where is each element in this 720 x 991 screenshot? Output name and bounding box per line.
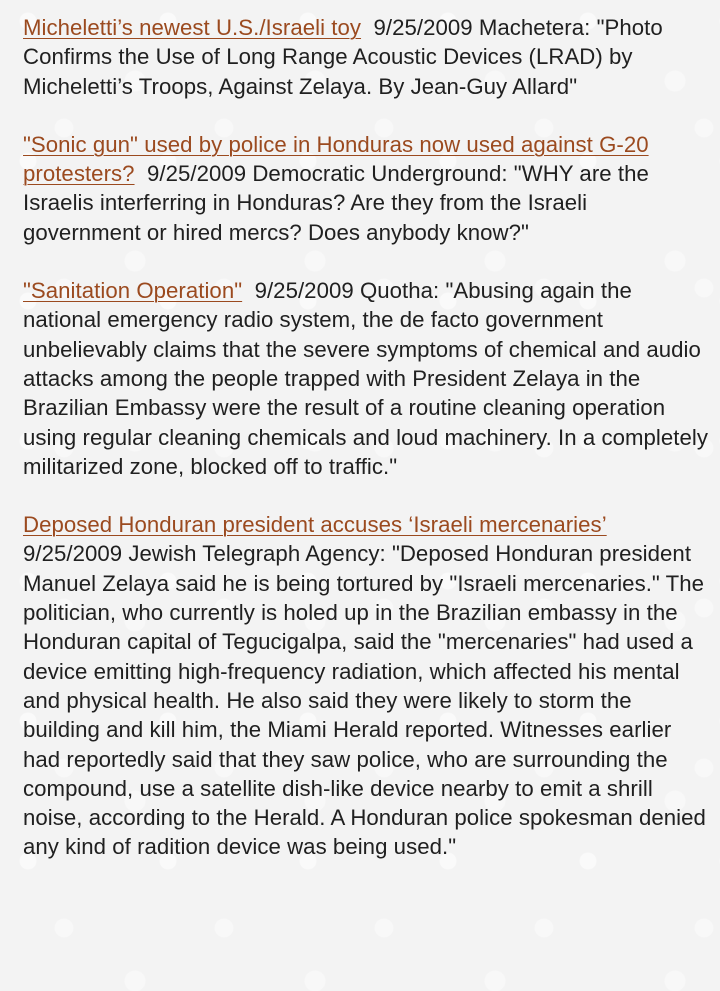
entry-source: Democratic Underground: <box>252 161 508 187</box>
entry-date: 9/25/2009 <box>373 15 473 40</box>
news-entry-sanitation <box>23 276 710 481</box>
news-entry-lrad <box>23 13 710 101</box>
entry-body: "Deposed Honduran president Manuel Zelaya said he is being tortured by "Israeli mercenaries." The politician, who currently is holed up in the Brazilian embassy in the Honduran capital of Tegucigalpa, said the "mercenaries" had used a device emitting high-frequency radiation, which affected his mental and physical health. He also said they were likely to storm the building and kill him, the Miami Herald reported. Witnesses earlier had reportedly said that they saw police, who are surrounding the compound, use a satellite dish-like device nearby to emit a shrill noise, according to the Herald. A Honduran police spokesman denied any kind of radition device was being used." <box>23 541 706 860</box>
entry-source: Jewish Telegraph Agency: <box>128 541 386 567</box>
news-entry-zelaya <box>23 510 710 862</box>
headline-link-sonic-gun[interactable]: "Sonic gun" used by police in Honduras now used against G-20 protesters? <box>23 131 649 187</box>
entry-date: 9/25/2009 <box>146 161 247 187</box>
news-entry-sonic-gun <box>23 130 710 247</box>
headline-link-israeli-mercenaries[interactable]: Deposed Honduran president accuses ‘Israeli mercenaries’ <box>23 512 607 538</box>
entry-source: Machetera: <box>478 15 591 40</box>
entry-date: 9/25/2009 <box>23 541 123 567</box>
entry-body: "Photo Confirms the Use of Long Range Acoustic Devices (LRAD) by Micheletti’s Troops, Against Zelaya. By Jean-Guy Allard" <box>23 15 663 99</box>
entry-date: 9/25/2009 <box>254 278 354 304</box>
entry-source: Quotha: <box>359 278 440 304</box>
entry-body: "WHY are the Israelis interferring in Honduras? Are they from the Israeli government or hired mercs? Does anybody know?" <box>23 161 649 245</box>
headline-link-sanitation-operation[interactable]: "Sanitation Operation" <box>23 278 243 304</box>
headline-link-micheletti-toy[interactable]: Micheletti’s newest U.S./Israeli toy <box>23 15 362 40</box>
entry-body: "Abusing again the national emergency radio system, the de facto government unbelievably claims that the severe symptoms of chemical and audio attacks among the people trapped with President Zelaya in the Brazilian Embassy were the result of a routine cleaning operation using regular cleaning chemicals and loud machinery. In a completely militarized zone, blocked off to traffic." <box>23 278 709 479</box>
